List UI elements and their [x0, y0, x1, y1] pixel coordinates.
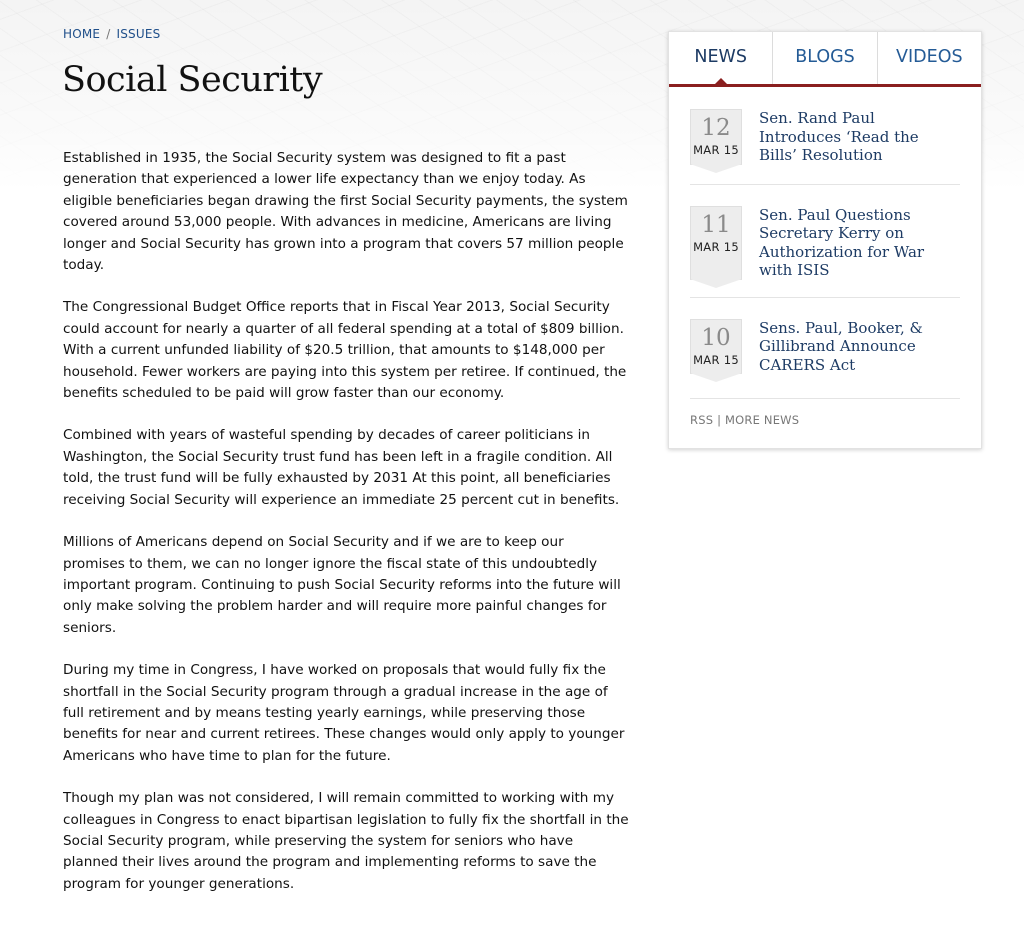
- article-body: [63, 148, 629, 916]
- article-paragraph: During my time in Congress, I have worked on proposals that would fully fix the shortfall in the Social Security program through a gradual increase in the age of full retirement and by means testing yearly earnings, while preserving those benefits for near and current retirees. These changes would only apply to younger Americans who have time to plan for the future.: [63, 662, 625, 764]
- breadcrumb-issues-link[interactable]: ISSUES: [116, 27, 161, 41]
- news-widget: [668, 31, 982, 449]
- news-headline-link[interactable]: Sen. Rand Paul Introduces ‘Read the Bills’ Resolution: [759, 109, 919, 164]
- date-flag: [690, 206, 742, 280]
- news-item: [690, 298, 960, 400]
- widget-tabs: [669, 32, 981, 87]
- breadcrumb: [63, 27, 160, 41]
- date-flag: [690, 109, 742, 165]
- widget-footer: [669, 399, 981, 441]
- date-month: MAR 15: [693, 239, 739, 254]
- article-paragraph: Though my plan was not considered, I will remain committed to working with my colleagues in Congress to enact bipartisan legislation to fully fix the shortfall in the Social Security program, while preserving the system for seniors who have planned their lives around the program and implementing reforms to save the program for younger generations.: [63, 790, 629, 892]
- article-paragraph: Established in 1935, the Social Security system was designed to fit a past generation that experienced a lower life expectancy than we enjoy today. As eligible beneficiaries began drawing the first Social Security payments, the system covered around 53,000 people. With advances in medicine, Americans are living longer and Social Security has grown into a program that covers 57 million people today.: [63, 150, 628, 274]
- article-paragraph: The Congressional Budget Office reports that in Fiscal Year 2013, Social Security could account for nearly a quarter of all federal spending at a total of $809 billion. With a current unfunded liability of $20.5 trillion, that amounts to $148,000 per household. Fewer workers are paying into this system per retiree. If continued, the benefits scheduled to be paid will grow faster than our economy.: [63, 299, 627, 402]
- breadcrumb-home-link[interactable]: HOME: [63, 27, 101, 41]
- tab-news[interactable]: NEWS: [669, 32, 772, 84]
- date-day: 11: [701, 211, 731, 238]
- article-paragraph: Millions of Americans depend on Social Security and if we are to keep our promises to them, we can no longer ignore the fiscal state of this undoubtedly important program. Continuing to push Social Security reforms into the future will only make solving the problem harder and will require more painful changes for seniors.: [63, 534, 621, 636]
- article-paragraph: Combined with years of wasteful spending by decades of career politicians in Washington, the Social Security trust fund has been left in a fragile condition. All told, the trust fund will be fully exhausted by 2031 At this point, all beneficiaries receiving Social Security will experience an immediate 25 percent cut in benefits.: [63, 427, 620, 508]
- news-headline-link[interactable]: Sen. Paul Questions Secretary Kerry on Authorization for War with ISIS: [759, 205, 925, 279]
- footer-separator: |: [717, 413, 722, 427]
- page-title: Social Security: [62, 60, 323, 100]
- news-list: [669, 87, 981, 399]
- more-news-link[interactable]: MORE NEWS: [725, 413, 800, 427]
- date-day: 10: [701, 324, 731, 351]
- date-flag: [690, 319, 742, 375]
- date-day: 12: [701, 115, 731, 141]
- news-headline-link[interactable]: Sens. Paul, Booker, & Gillibrand Announce CARERS Act: [759, 318, 923, 374]
- news-item: [690, 87, 960, 185]
- tab-videos[interactable]: VIDEOS: [877, 32, 981, 84]
- news-item: [690, 185, 960, 298]
- breadcrumb-separator: /: [106, 27, 111, 41]
- date-month: MAR 15: [693, 352, 739, 367]
- date-month: MAR 15: [693, 143, 739, 157]
- rss-link[interactable]: RSS: [690, 413, 714, 427]
- tab-blogs[interactable]: BLOGS: [772, 32, 876, 84]
